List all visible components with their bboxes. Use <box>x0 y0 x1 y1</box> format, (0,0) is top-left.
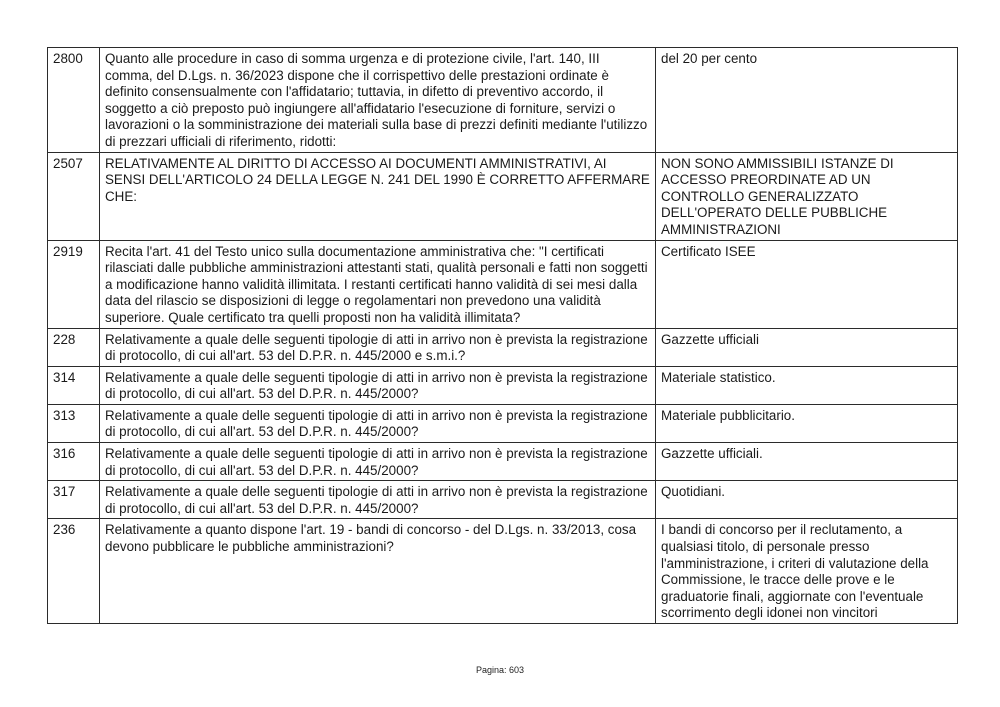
table-row <box>48 481 958 519</box>
answer-text-cell: Quotidiani. <box>656 481 958 519</box>
answer-text-cell: Gazzette ufficiali. <box>656 443 958 481</box>
table-row <box>48 240 958 328</box>
question-text-cell: Quanto alle procedure in caso di somma urgenza e di protezione civile, l'art. 140, III comma, del D.Lgs. n. 36/2023 dispone che il corrispettivo delle prestazioni ordinate è definito consensualmente con l'affidatario; tuttavia, in difetto di preventivo accordo, il soggetto a ciò preposto può ingiungere all'affidatario l'esecuzione di forniture, servizi o lavorazioni o la somministrazione dei materiali sulla base di prezzi definiti mediante l'utilizzo di prezzari ufficiali di riferimento, ridotti: <box>100 48 656 153</box>
answer-text-cell: Materiale statistico. <box>656 366 958 404</box>
table-row <box>48 443 958 481</box>
question-id-cell: 314 <box>48 366 100 404</box>
answer-text-cell: Gazzette ufficiali <box>656 328 958 366</box>
question-text-cell: Recita l'art. 41 del Testo unico sulla documentazione amministrativa che: "I certificati rilasciati dalle pubbliche amministrazioni attestanti stati, qualità personali e fatti non soggetti a modificazione hanno validità illimitata. I restanti certificati hanno validità di sei mesi dalla data del rilascio se disposizioni di legge o regolamentari non prevedono una validità superiore. Quale certificato tra quelli proposti non ha validità illimitata? <box>100 240 656 328</box>
answer-text-cell: del 20 per cento <box>656 48 958 153</box>
table-body <box>48 48 958 624</box>
question-text-cell: Relativamente a quale delle seguenti tipologie di atti in arrivo non è prevista la registrazione di protocollo, di cui all'art. 53 del D.P.R. n. 445/2000? <box>100 404 656 442</box>
question-id-cell: 2800 <box>48 48 100 153</box>
table-row <box>48 152 958 240</box>
table-row <box>48 519 958 624</box>
page-number: Pagina: 603 <box>475 665 525 675</box>
question-id-cell: 317 <box>48 481 100 519</box>
table-row <box>48 366 958 404</box>
question-id-cell: 2919 <box>48 240 100 328</box>
question-answer-table <box>47 47 958 624</box>
answer-text-cell: Certificato ISEE <box>656 240 958 328</box>
table-row <box>48 404 958 442</box>
table-row <box>48 48 958 153</box>
question-text-cell: Relativamente a quale delle seguenti tipologie di atti in arrivo non è prevista la registrazione di protocollo, di cui all'art. 53 del D.P.R. n. 445/2000? <box>100 481 656 519</box>
question-text-cell: Relativamente a quale delle seguenti tipologie di atti in arrivo non è prevista la registrazione di protocollo, di cui all'art. 53 del D.P.R. n. 445/2000? <box>100 366 656 404</box>
question-text-cell: Relativamente a quale delle seguenti tipologie di atti in arrivo non è prevista la registrazione di protocollo, di cui all'art. 53 del D.P.R. n. 445/2000 e s.m.i.? <box>100 328 656 366</box>
answer-text-cell: NON SONO AMMISSIBILI ISTANZE DI ACCESSO PREORDINATE AD UN CONTROLLO GENERALIZZATO DELL'OPERATO DELLE PUBBLICHE AMMINISTRAZIONI <box>656 152 958 240</box>
question-id-cell: 236 <box>48 519 100 624</box>
answer-text-cell: I bandi di concorso per il reclutamento, a qualsiasi titolo, di personale presso l'amministrazione, i criteri di valutazione della Commissione, le tracce delle prove e le graduatorie finali, aggiornate con l'eventuale scorrimento degli idonei non vincitori <box>656 519 958 624</box>
question-id-cell: 316 <box>48 443 100 481</box>
question-text-cell: Relativamente a quale delle seguenti tipologie di atti in arrivo non è prevista la registrazione di protocollo, di cui all'art. 53 del D.P.R. n. 445/2000? <box>100 443 656 481</box>
question-id-cell: 313 <box>48 404 100 442</box>
question-text-cell: Relativamente a quanto dispone l'art. 19 - bandi di concorso - del D.Lgs. n. 33/2013, cosa devono pubblicare le pubbliche amministrazioni? <box>100 519 656 624</box>
question-id-cell: 2507 <box>48 152 100 240</box>
question-text-cell: RELATIVAMENTE AL DIRITTO DI ACCESSO AI DOCUMENTI AMMINISTRATIVI, AI SENSI DELL'ARTICOLO 24 DELLA LEGGE N. 241 DEL 1990 È CORRETTO AFFERMARE CHE: <box>100 152 656 240</box>
table-row <box>48 328 958 366</box>
question-id-cell: 228 <box>48 328 100 366</box>
answer-text-cell: Materiale pubblicitario. <box>656 404 958 442</box>
